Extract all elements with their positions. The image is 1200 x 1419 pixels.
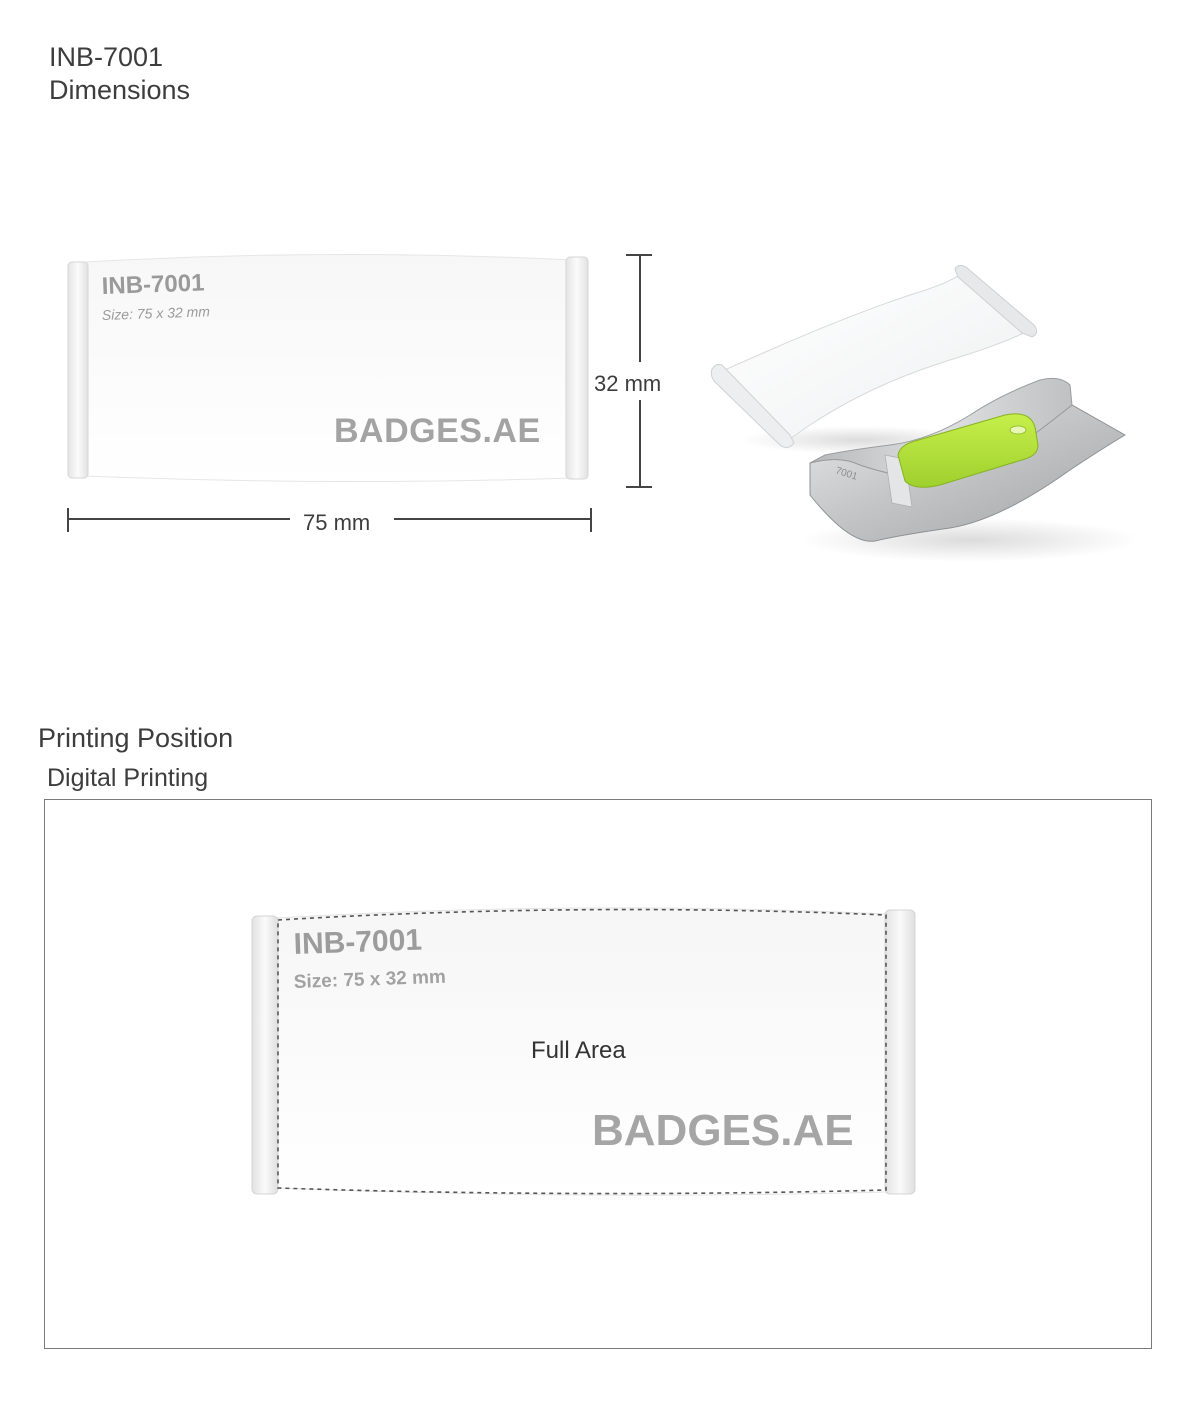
page-title: Dimensions — [49, 75, 191, 105]
right-endcap — [566, 257, 588, 479]
product-code: INB-7001 — [49, 42, 164, 72]
full-area-label: Full Area — [531, 1037, 626, 1064]
badge-3d-illustration — [700, 245, 1140, 575]
svg-text:7001: 7001 — [834, 465, 859, 483]
badge-model-text: INB-7001 — [101, 269, 205, 300]
height-label: 32 mm — [594, 371, 662, 396]
badge-print-view — [240, 900, 930, 1205]
badge-logo-text: BADGES.AE — [334, 412, 541, 450]
print-left-endcap — [252, 916, 278, 1194]
printing-method-label: Digital Printing — [47, 764, 209, 792]
print-badge-model-text: INB-7001 — [293, 923, 423, 961]
badge-front-view — [60, 250, 600, 490]
print-badge-size-text: Size: 75 x 32 mm — [293, 966, 447, 993]
print-badge-logo-text: BADGES.AE — [592, 1106, 854, 1155]
badge-size-text: Size: 75 x 32 mm — [101, 303, 211, 323]
printing-position-title: Printing Position — [38, 723, 234, 753]
left-endcap — [68, 262, 88, 478]
print-right-endcap — [885, 910, 915, 1194]
width-label: 75 mm — [303, 510, 371, 535]
